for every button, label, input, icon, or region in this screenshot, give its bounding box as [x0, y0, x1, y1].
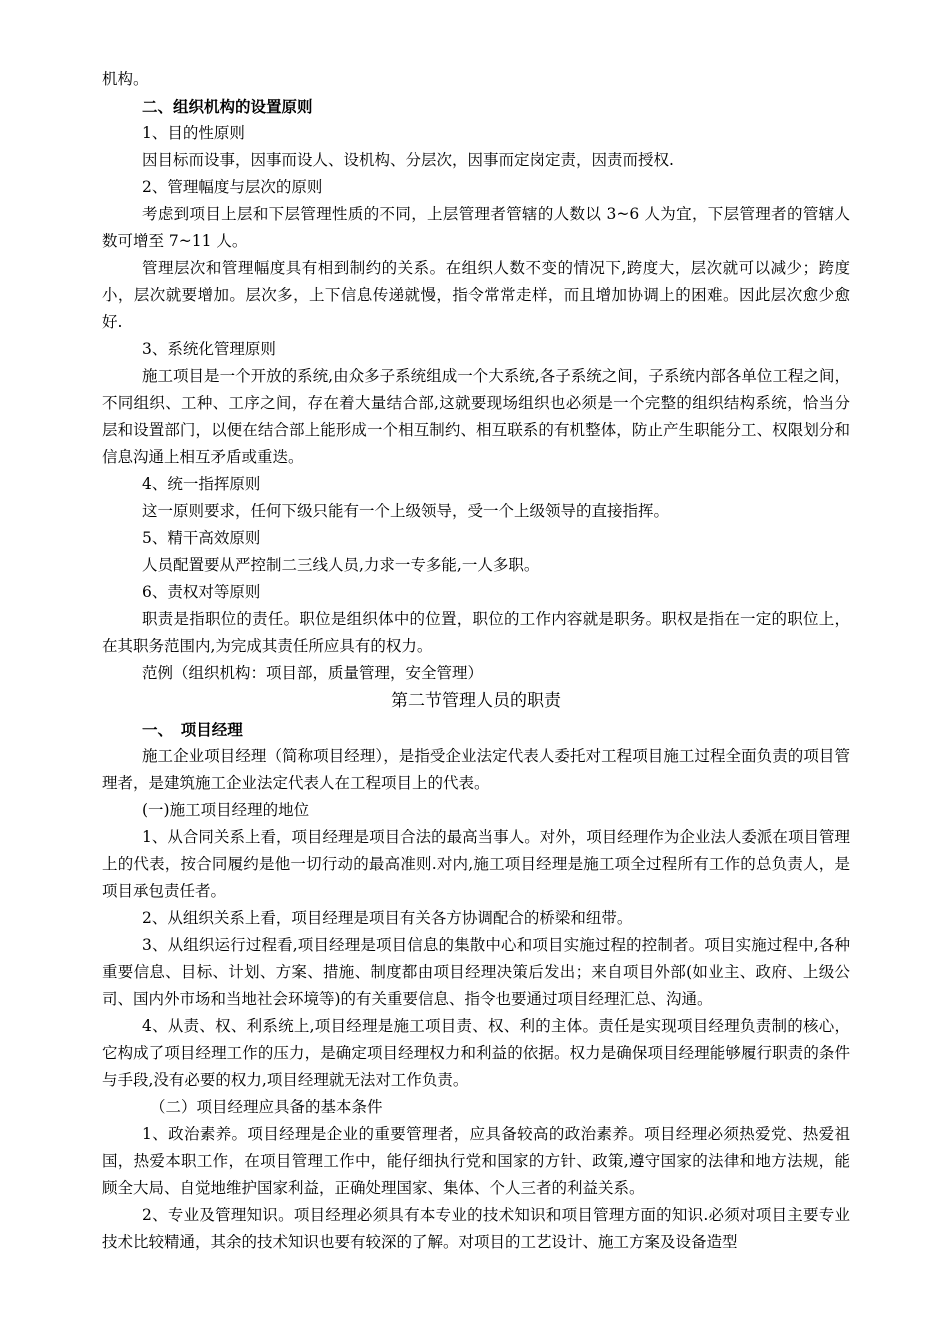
paragraph: 施工项目是一个开放的系统,由众多子系统组成一个大系统,各子系统之间，子系统内部各单位工程之间，不同组织、工种、工序之间，存在着大量结合部,这就要现场组织也必须是一个完整的组织结构系统，恰当分层和设置部门，以便在结合部上能形成一个相互制约、相互联系的有机整体，防止产生职能分工、权限划分和信息沟通上相互矛盾或重迭。 — [102, 367, 850, 466]
paragraph: 考虑到项目上层和下层管理性质的不同，上层管理者管辖的人数以 3~6 人为宜，下层管理者的管辖人数可增至 7~11 人。 — [102, 205, 850, 250]
paragraph: 机构。 — [102, 70, 149, 88]
subheading: 2、管理幅度与层次的原则 — [142, 178, 323, 196]
paragraph: 管理层次和管理幅度具有相到制约的关系。在组织人数不变的情况下,跨度大，层次就可以减少；跨度小，层次就要增加。层次多，上下信息传递就慢，指令常常走样，而且增加协调上的困难。因此层次愈少愈好. — [102, 259, 850, 331]
paragraph: 施工企业项目经理（简称项目经理），是指受企业法定代表人委托对工程项目施工过程全面负责的项目管理者，是建筑施工企业法定代表人在工程项目上的代表。 — [102, 747, 850, 792]
subheading: (一)施工项目经理的地位 — [142, 801, 310, 819]
subheading: 1、目的性原则 — [142, 124, 245, 142]
subheading: 5、精干高效原则 — [142, 529, 261, 547]
subheading: 4、统一指挥原则 — [142, 475, 261, 493]
paragraph: 4、从责、权、利系统上,项目经理是施工项目责、权、利的主体。责任是实现项目经理负责制的核心，它构成了项目经理工作的压力，是确定项目经理权力和利益的依据。权力是确保项目经理能够履行职责的条件与手段,没有必要的权力,项目经理就无法对工作负责。 — [102, 1017, 850, 1089]
section-heading: 二、组织机构的设置原则 — [142, 97, 313, 116]
paragraph: 因目标而设事，因事而设人、设机构、分层次，因事而定岗定责，因责而授权. — [142, 151, 674, 169]
subheading: （二）项目经理应具备的基本条件 — [150, 1098, 383, 1116]
subheading: 3、系统化管理原则 — [142, 340, 276, 358]
paragraph: 1、从合同关系上看，项目经理是项目合法的最高当事人。对外，项目经理作为企业法人委派在项目管理上的代表，按合同履约是他一切行动的最高准则.对内,施工项目经理是施工项全过程所有工作的总负责人，是项目承包责任者。 — [102, 828, 850, 900]
document-body — [102, 66, 850, 1256]
paragraph: 3、从组织运行过程看,项目经理是项目信息的集散中心和项目实施过程的控制者。项目实施过程中,各种重要信息、目标、计划、方案、措施、制度都由项目经理决策后发出；来自项目外部(如业主、政府、上级公司、国内外市场和当地社会环境等)的有关重要信息、指令也要通过项目经理汇总、沟通。 — [102, 936, 850, 1008]
paragraph: 2、专业及管理知识。项目经理必须具有本专业的技术知识和项目管理方面的知识.必须对项目主要专业技术比较精通，其余的技术知识也要有较深的了解。对项目的工艺设计、施工方案及设备造型 — [102, 1206, 850, 1251]
paragraph: 1、政治素养。项目经理是企业的重要管理者，应具备较高的政治素养。项目经理必须热爱党、热爱祖国，热爱本职工作，在项目管理工作中，能仔细执行党和国家的方针、政策,遵守国家的法律和地方法规，能顾全大局、自觉地维护国家利益，正确处理国家、集体、个人三者的利益关系。 — [102, 1125, 850, 1197]
paragraph: 范例（组织机构：项目部，质量管理，安全管理） — [142, 664, 484, 682]
paragraph: 职责是指职位的责任。职位是组织体中的位置，职位的工作内容就是职务。职权是指在一定的职位上，在其职务范围内,为完成其责任所应具有的权力。 — [102, 610, 850, 655]
paragraph: 这一原则要求，任何下级只能有一个上级领导，受一个上级领导的直接指挥。 — [142, 502, 670, 520]
paragraph: 2、从组织关系上看，项目经理是项目有关各方协调配合的桥梁和纽带。 — [142, 909, 633, 927]
subheading: 6、责权对等原则 — [142, 583, 261, 601]
paragraph: 人员配置要从严控制二三线人员,力求一专多能,一人多职。 — [142, 556, 540, 574]
section-heading: 一、 项目经理 — [142, 720, 243, 739]
section-title: 第二节管理人员的职责 — [391, 691, 561, 711]
